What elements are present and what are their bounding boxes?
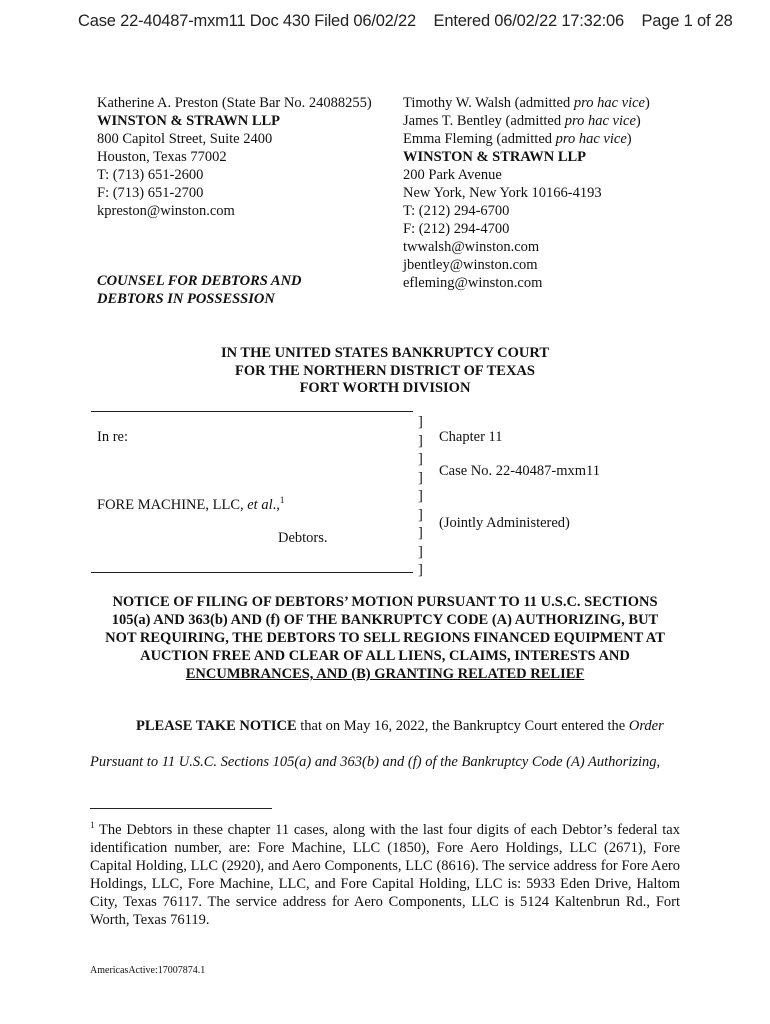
title-line: NOT REQUIRING, THE DEBTORS TO SELL REGIONS FINANCED EQUIPMENT AT [105, 630, 665, 646]
email: twwalsh@winston.com [403, 239, 540, 255]
attorney-line: Timothy W. Walsh (admitted pro hac vice) [403, 95, 650, 111]
bracket: ] [418, 488, 423, 504]
bracket: ] [418, 506, 423, 523]
bracket: ] [418, 525, 423, 541]
attorney-line: James T. Bentley (admitted pro hac vice) [403, 113, 641, 129]
bracket: ] [418, 432, 423, 449]
jointly-administered: (Jointly Administered) [439, 515, 570, 531]
document-title [86, 593, 684, 683]
chapter-label: Chapter 11 [439, 429, 503, 445]
court-line: FORT WORTH DIVISION [299, 380, 471, 396]
court-line: FOR THE NORTHERN DISTRICT OF TEXAS [235, 362, 535, 379]
footnote-text: The Debtors in these chapter 11 cases, along with the last four digits of each Debtor’s federal tax identification number, are: Fore Machine, LLC (1850), Fore Aero Holdings, LLC (2671), Fore Capital Holding, LLC (2920), and Aero Components, LLC (8616). The service address for Fore Aero Holdings, LLC, Fore Machine, LLC, and Fore Capital Holding, LLC is: 5933 Eden Drive, Haltom City, Texas 76117. The service address for Aero Components, LLC is 5124 Kaltenbrun Rd., Fort Worth, Texas 76119. [90, 821, 680, 928]
bracket: ] [418, 414, 423, 430]
email: efleming@winston.com [403, 275, 543, 291]
title-line: NOTICE OF FILING OF DEBTORS’ MOTION PURSUANT TO 11 U.S.C. SECTIONS [112, 594, 658, 610]
filing-header: Case 22-40487-mxm11 Doc 430 Filed 06/02/22 Entered 06/02/22 17:32:06 Page 1 of 28 [78, 12, 733, 30]
bracket: ] [418, 451, 423, 467]
court-heading [0, 345, 770, 398]
caption-bottom-rule [91, 572, 413, 573]
counsel-role [97, 272, 302, 308]
bracket: ] [418, 469, 423, 486]
court-line: IN THE UNITED STATES BANKRUPTCY COURT [220, 345, 550, 361]
footnote-reference: 1 [279, 495, 285, 505]
attorney-name: Katherine A. Preston (State Bar No. 24088255) [97, 95, 372, 111]
counsel-right-block [403, 94, 650, 292]
in-re-label: In re: [97, 429, 128, 445]
address-line: New York, New York 10166-4193 [403, 185, 602, 201]
caption-brackets [418, 413, 423, 580]
email: kpreston@winston.com [97, 203, 235, 219]
fax: F: (713) 651-2700 [97, 185, 204, 201]
phone: T: (713) 651-2600 [97, 167, 204, 183]
bracket: ] [418, 562, 423, 578]
counsel-left-block [97, 94, 372, 220]
footnote [90, 816, 680, 929]
email: jbentley@winston.com [403, 257, 538, 273]
caption-top-rule [91, 411, 413, 412]
address-line: 800 Capitol Street, Suite 2400 [97, 131, 273, 147]
title-line: ENCUMBRANCES, AND (B) GRANTING RELATED RELIEF [185, 666, 585, 682]
counsel-role-line: DEBTORS IN POSSESSION [97, 291, 275, 307]
address-line: 200 Park Avenue [403, 167, 502, 183]
address-line: Houston, Texas 77002 [97, 149, 227, 165]
firm-name: WINSTON & STRAWN LLP [97, 113, 281, 129]
notice-paragraph: PLEASE TAKE NOTICE that on May 16, 2022, the Bankruptcy Court entered the Order [136, 718, 664, 734]
firm-name: WINSTON & STRAWN LLP [403, 149, 587, 165]
attorney-line: Emma Fleming (admitted pro hac vice) [403, 131, 632, 147]
phone: T: (212) 294-6700 [403, 203, 510, 219]
counsel-role-line: COUNSEL FOR DEBTORS AND [97, 273, 302, 289]
notice-lead: PLEASE TAKE NOTICE [136, 718, 297, 734]
footnote-rule [90, 808, 272, 809]
notice-paragraph-line: Pursuant to 11 U.S.C. Sections 105(a) and 363(b) and (f) of the Bankruptcy Code (A) Authorizing, [90, 754, 661, 770]
title-line: 105(a) AND 363(b) AND (f) OF THE BANKRUPTCY CODE (A) AUTHORIZING, BUT [111, 612, 659, 628]
debtor-name: FORE MACHINE, LLC, et al.,$^1$ [97, 495, 285, 513]
bracket: ] [418, 543, 423, 560]
document-id: AmericasActive:17007874.1 [90, 965, 206, 976]
footnote-mark: 1 [90, 820, 95, 830]
fax: F: (212) 294-4700 [403, 221, 510, 237]
debtors-label: Debtors. [278, 530, 328, 546]
case-number: Case No. 22-40487-mxm11 [439, 463, 600, 479]
title-line: AUCTION FREE AND CLEAR OF ALL LIENS, CLAIMS, INTERESTS AND [140, 648, 630, 664]
